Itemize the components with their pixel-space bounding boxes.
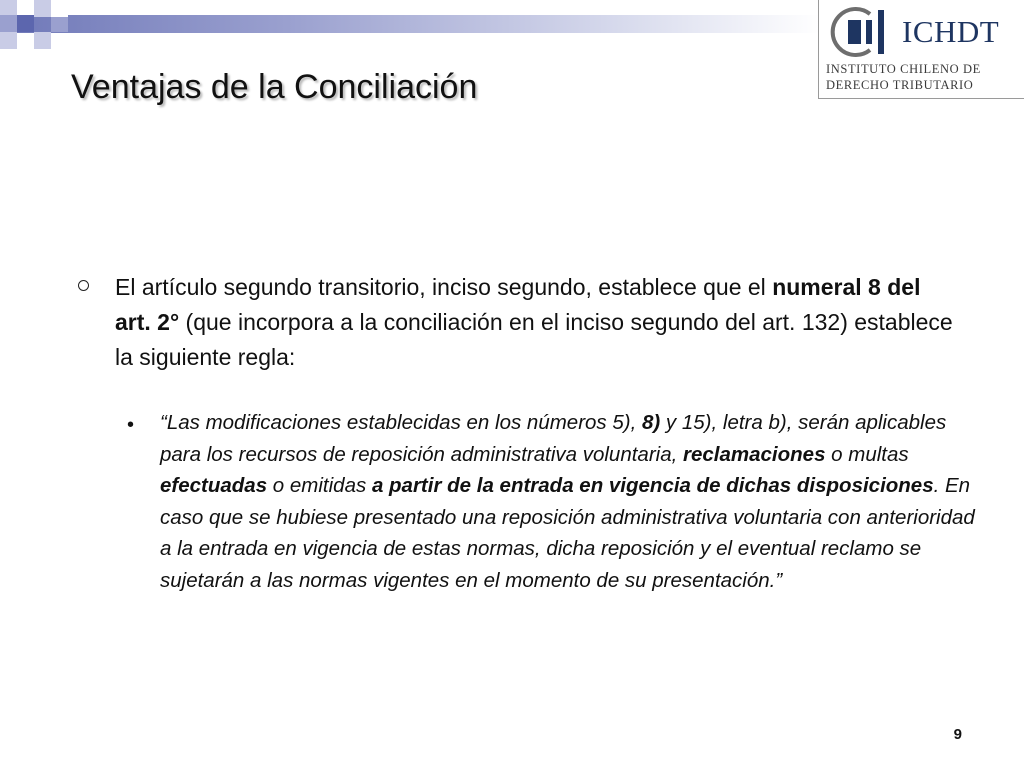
page-number: 9 (953, 726, 962, 743)
hollow-circle-bullet-icon (78, 280, 89, 291)
decor-square (34, 0, 51, 17)
text-run-bold: efectuadas (160, 474, 268, 497)
text-run-bold: 8) (642, 411, 661, 434)
bullet-level1-text (115, 270, 955, 375)
text-run-bold: reclamaciones (683, 442, 826, 466)
dot-bullet-icon: • (127, 414, 135, 436)
decor-square (51, 15, 68, 32)
text-run: (que incorpora a la conciliación en el inciso segundo del art. 132) establece la siguiente regla: (115, 309, 953, 370)
decor-square (0, 32, 17, 49)
decor-square (51, 0, 68, 17)
decor-square (34, 32, 51, 49)
decor-square (0, 15, 17, 32)
logo-subtitle-line1: INSTITUTO CHILENO DE (826, 62, 981, 76)
text-run: El artículo segundo transitorio, inciso segundo, establece que el (115, 274, 773, 300)
text-run: y 15), letra b), serán aplicables para los recursos de reposición administrativa voluntaria, (160, 411, 947, 466)
text-run: . En caso que se hubiese presentado una reposición administrativa voluntaria con anterioridad a la entrada en vigencia de estas normas, dicha reposición y el eventual reclamo se sujetarán a las normas vigentes en el momento de su presentación.” (160, 474, 975, 592)
text-run: o multas (825, 442, 909, 466)
decor-square (17, 15, 34, 32)
text-run: o emitidas (267, 474, 372, 497)
text-run-bold: numeral 8 del art. 2° (115, 274, 921, 335)
bullet-level2-quote (160, 407, 990, 596)
slide-title: Ventajas de la Conciliación (71, 68, 478, 106)
top-gradient-band (0, 15, 820, 33)
logo-wordmark: ICHDT (902, 14, 1000, 49)
ichdt-circle-logo-icon (826, 4, 892, 60)
text-run: “Las modificaciones establecidas en los números 5), (160, 411, 642, 434)
logo-subtitle-line2: DERECHO TRIBUTARIO (826, 78, 974, 92)
text-run-bold: a partir de la entrada en vigencia de dichas disposiciones (371, 474, 934, 497)
